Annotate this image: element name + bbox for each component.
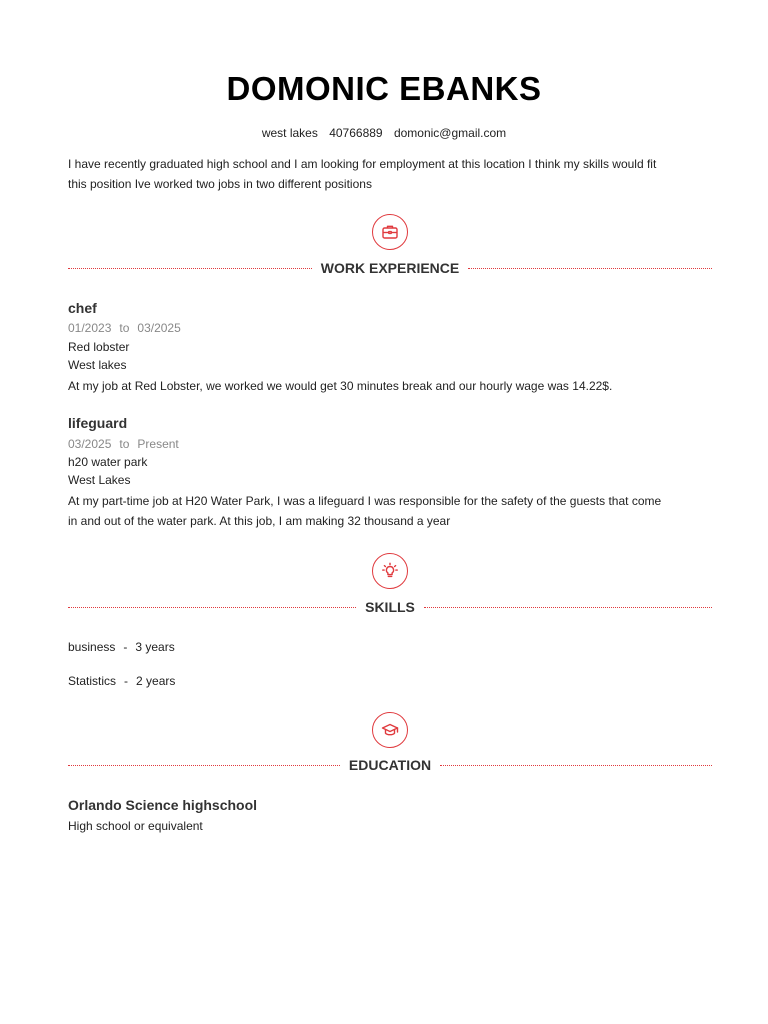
job-title: chef: [68, 300, 97, 316]
skills-title: SKILLS: [365, 599, 415, 615]
skill-name: business: [68, 640, 116, 654]
skill-level: 2 years: [136, 674, 176, 688]
job-start-date: 01/2023: [68, 321, 112, 335]
contact-email: domonic@gmail.com: [393, 126, 507, 140]
date-separator: to: [119, 437, 130, 451]
contact-location: west lakes: [261, 126, 318, 140]
divider-right: [440, 765, 712, 766]
job-location: West lakes: [68, 358, 127, 372]
skill-item: [68, 640, 175, 654]
job-end-date: Present: [137, 437, 179, 451]
lightbulb-icon: [372, 553, 408, 589]
job-location: West Lakes: [68, 473, 131, 487]
summary-text: I have recently graduated high school and I am looking for employment at this location I think my skills would fit this position Ive worked two jobs in two different positions: [68, 157, 657, 191]
job-title: lifeguard: [68, 415, 128, 431]
divider-left: [68, 268, 312, 269]
job-employer: Red lobster: [68, 340, 130, 354]
skill-level: 3 years: [135, 640, 175, 654]
education-header: [68, 755, 712, 775]
skill-name: Statistics: [68, 674, 117, 688]
divider-left: [68, 607, 356, 608]
job-description: At my part-time job at H20 Water Park, I was a lifeguard I was responsible for the safety of the guests that come in and out of the water park. At this job, I am making 32 thousand a year: [68, 494, 662, 528]
job-dates: [68, 437, 179, 451]
job-start-date: 03/2025: [68, 437, 112, 451]
job-description: At my job at Red Lobster, we worked we would get 30 minutes break and our hourly wage was 14.22$.: [68, 379, 613, 393]
school-name: Orlando Science highschool: [68, 797, 258, 813]
job-employer: h20 water park: [68, 455, 148, 469]
skill-separator: -: [124, 674, 129, 688]
graduation-cap-icon: [372, 712, 408, 748]
skill-separator: -: [123, 640, 128, 654]
degree: High school or equivalent: [68, 819, 203, 833]
candidate-name: DOMONIC EBANKS: [226, 70, 542, 107]
skill-item: [68, 674, 175, 688]
contact-phone: 40766889: [329, 126, 383, 140]
work-experience-title: WORK EXPERIENCE: [320, 260, 460, 276]
job-dates: [68, 321, 181, 335]
job-end-date: 03/2025: [137, 321, 181, 335]
divider-right: [468, 268, 712, 269]
education-title: EDUCATION: [348, 757, 432, 773]
divider-right: [424, 607, 712, 608]
contact-line: [0, 126, 768, 140]
work-experience-header: [68, 258, 712, 278]
divider-left: [68, 765, 340, 766]
briefcase-icon: [372, 214, 408, 250]
skills-header: [68, 597, 712, 617]
date-separator: to: [119, 321, 130, 335]
